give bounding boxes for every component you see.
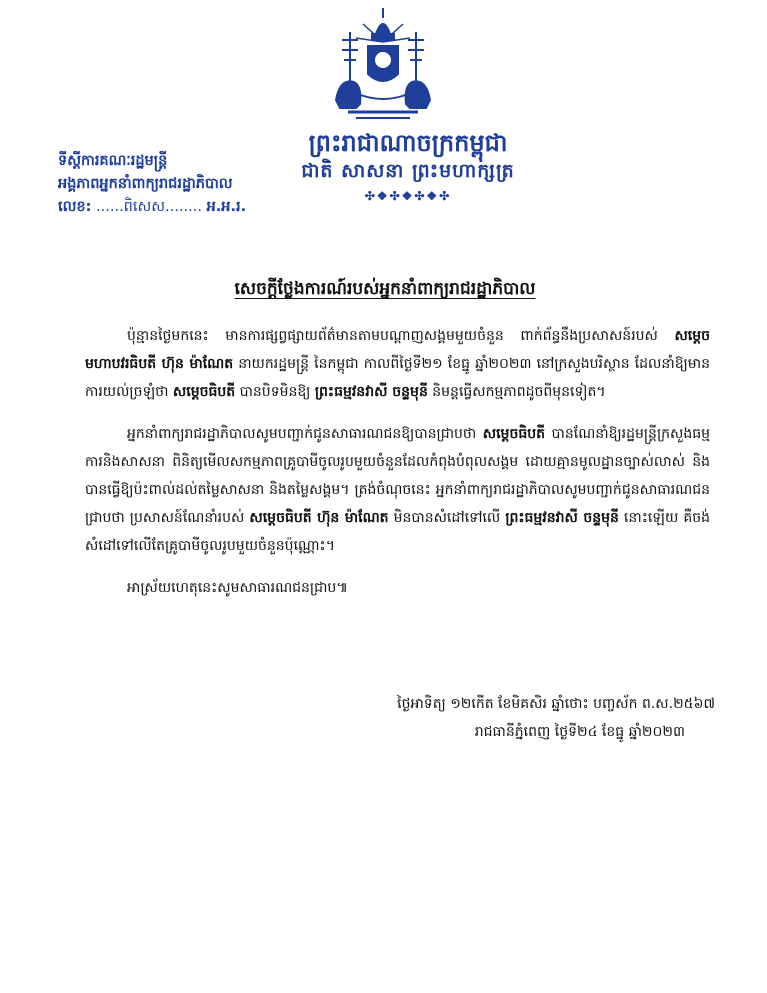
date-block <box>370 690 715 746</box>
paragraph-2 <box>85 420 710 560</box>
p1-text-1: ប៉ុន្មានថ្ងៃមកនេះ មានការផ្សព្វផ្សាយព័ត៌មានតាមបណ្ដាញសង្គមមួយចំនួន ពាក់ព័ន្ធនឹងប្រសាសន៍របស់ <box>127 328 675 344</box>
lunar-date: ថ្ងៃអាទិត្យ ១២កើត ខែមិគសិរ ឆ្នាំថោះ បញ្ចស័ក ព.ស.២៥៦៧ <box>397 696 715 712</box>
ornament-divider: ✣❖✣❖✣❖✣ <box>364 189 452 203</box>
reference-value: ......ពិសេស........ <box>91 199 207 215</box>
office-line-2: អង្គភាពអ្នកនាំពាក្យរាជរដ្ឋាភិបាល <box>58 176 233 192</box>
paragraph-3: អាស្រ័យហេតុនេះសូមសាធារណជនជ្រាប៕ <box>127 580 348 596</box>
solar-date: រាជធានីភ្នំពេញ ថ្ងៃទី២៤ ខែធ្នូ ឆ្នាំ២០២៣ <box>474 724 685 740</box>
p1-bold-1: សម្ដេចមហាបវរធិបតី ហ៊ុន ម៉ាណែត <box>85 328 710 372</box>
p1-text-3: បានបិទមិនឱ្យ <box>235 384 315 400</box>
issuing-office <box>58 150 318 219</box>
p2-text-3: មិនបានសំដៅទៅលើ <box>388 510 506 526</box>
p2-bold-3: ព្រះធម្មវនវាសី ចន្ទមុនី <box>505 510 619 526</box>
p2-bold-1: សម្ដេចធិបតី <box>482 426 545 442</box>
p1-text-4: និមន្តធ្វើសកម្មភាពដូចពីមុនទៀត។ <box>427 384 606 400</box>
reference-number <box>58 196 318 219</box>
office-line-1: ទីស្តីការគណៈរដ្ឋមន្ត្រី <box>58 153 168 169</box>
kingdom-name: ព្រះរាជាណាចក្រកម្ពុជា <box>308 128 508 157</box>
p2-text-2: បានណែនាំឱ្យរដ្ឋមន្ត្រីក្រសួងធម្មការនិងសាសនា ពិនិត្យមើលសកម្មភាពគ្រូបាមីចូលរូបមួយចំនួនដែលកំពុងបំពុលសង្គម ដោយគ្មានមូលដ្ឋានច្បាស់លាស់ និងបានធ្វើឱ្យប៉ះពាល់ដល់តម្លៃសាសនា និងតម្លៃសង្គម។ ត្រង់ចំណុចនេះ អ្នកនាំពាក្យរាជរដ្ឋាភិបាលសូមបញ្ជាក់ជូនសាធារណជនជ្រាបថា ប្រសាសន៍ណែនាំរបស់ <box>85 426 710 526</box>
p2-bold-2: សម្ដេចធិបតី ហ៊ុន ម៉ាណែត <box>249 510 389 526</box>
p2-text-1: អ្នកនាំពាក្យរាជរដ្ឋាភិបាលសូមបញ្ជាក់ជូនសាធារណជនឱ្យបានជ្រាបថា <box>127 426 483 442</box>
royal-arms-emblem-icon <box>328 4 438 122</box>
reference-label: លេខ: <box>58 199 92 215</box>
p1-text-2: នាយករដ្ឋមន្ត្រី នៃកម្ពុជា កាលពីថ្ងៃទី២១ ខែធ្នូ ឆ្នាំ២០២៣ នៅក្រសួងបរិស្ថាន ដែលនាំឱ្យមានការយល់ច្រឡំថា <box>85 356 710 400</box>
statement-body <box>85 322 710 616</box>
kingdom-motto: ជាតិ សាសនា ព្រះមហាក្សត្រ <box>301 160 515 182</box>
p1-bold-3: ព្រះធម្មវនវាសី ចន្ទមុនី <box>314 384 428 400</box>
p2-text-4: នោះឡើយ គឺចង់សំដៅទៅលើតែគ្រូបាមីចូលរូបមួយចំនួនប៉ុណ្ណោះ។ <box>85 510 710 554</box>
statement-title: សេចក្ដីថ្លែងការណ៍របស់អ្នកនាំពាក្យរាជរដ្ឋាភិបាល <box>234 279 536 299</box>
p1-bold-2: សម្ដេចធិបតី <box>172 384 236 400</box>
paragraph-1 <box>85 322 710 406</box>
reference-suffix: អ.អ.រ. <box>206 199 247 215</box>
